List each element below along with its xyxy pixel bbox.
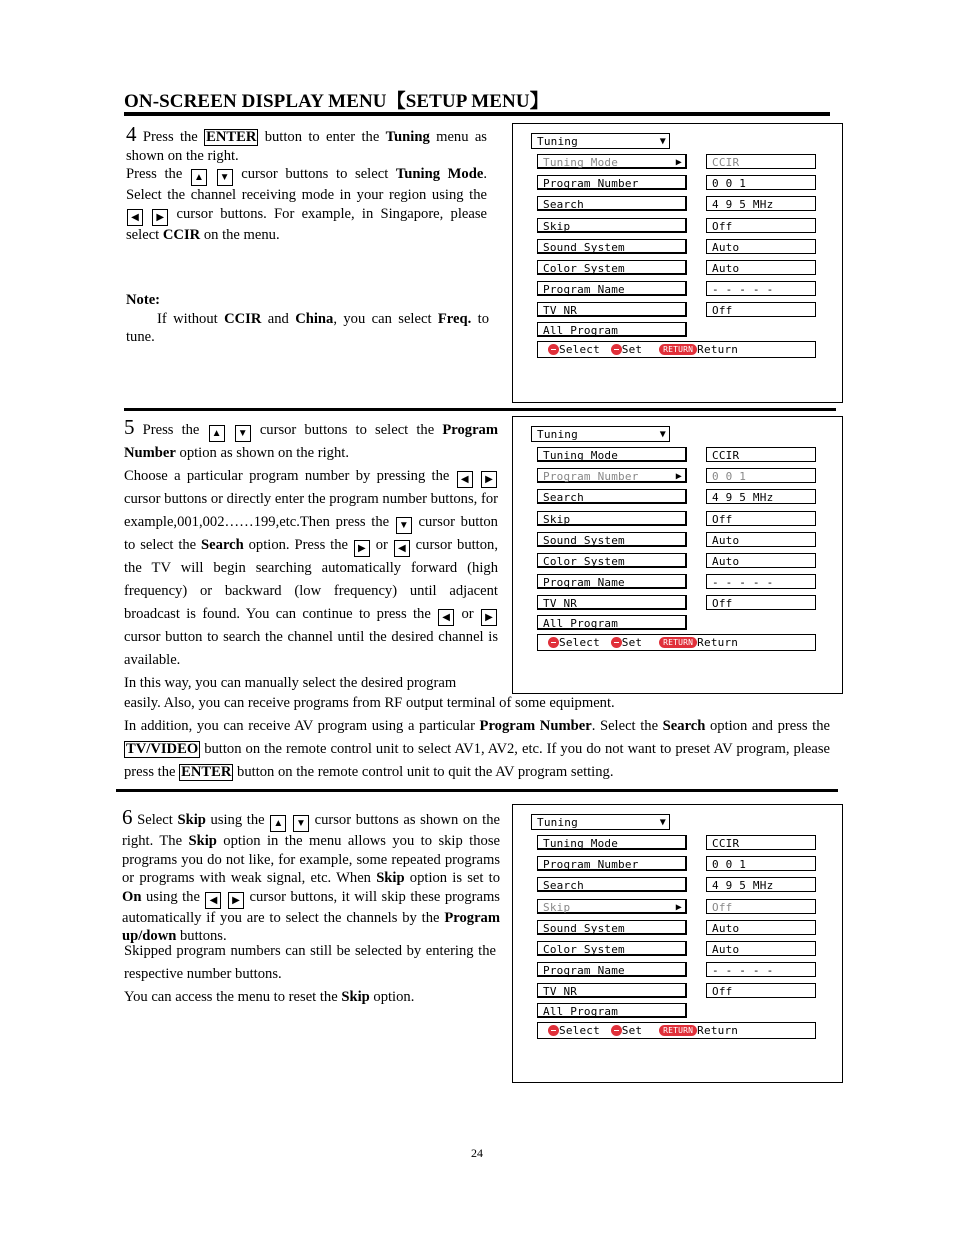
- menu-value-search[interactable]: [706, 196, 816, 211]
- menu-value-text: 4 9 5 MHz: [712, 198, 774, 212]
- footer-return: Return: [697, 343, 739, 356]
- menu-item-tuning-mode[interactable]: [537, 835, 687, 850]
- menu-value-text: Off: [712, 900, 733, 914]
- menu-value-text: - - - - -: [712, 283, 774, 297]
- footer-return: Return: [697, 636, 739, 649]
- left-arrow-key-icon: ◀: [457, 471, 473, 488]
- menu-value-sound-system[interactable]: [706, 920, 816, 935]
- down-arrow-key-icon: ▼: [217, 169, 233, 186]
- menu-value-text: Auto: [712, 240, 740, 254]
- menu-value-tv-nr[interactable]: [706, 302, 816, 317]
- menu-item-label: Sound System: [543, 240, 625, 254]
- page-number: 24: [471, 1146, 483, 1160]
- dropdown-triangle-icon: ▼: [659, 136, 666, 147]
- select-icon: [548, 1025, 559, 1036]
- menu-item-search[interactable]: [537, 489, 687, 504]
- menu-item-label: Tuning Mode: [543, 837, 619, 850]
- menu-footer: [537, 1022, 816, 1039]
- set-icon: [611, 637, 622, 648]
- up-arrow-key-icon: ▲: [270, 815, 286, 832]
- menu-header-label: Tuning: [537, 135, 578, 148]
- menu-value-skip[interactable]: [706, 218, 816, 233]
- left-arrow-key-icon: ◀: [394, 540, 410, 557]
- menu-item-all-program[interactable]: [537, 1003, 687, 1018]
- menu-header-label: Tuning: [537, 428, 578, 441]
- menu-item-label: All Program: [543, 616, 619, 630]
- down-arrow-key-icon: ▼: [293, 815, 309, 832]
- menu-item-label: Program Name: [543, 283, 625, 297]
- left-arrow-key-icon: ◀: [205, 892, 221, 909]
- menu-item-search[interactable]: [537, 196, 687, 211]
- menu-value-text: 0 0 1: [712, 858, 747, 872]
- menu-value-skip[interactable]: [706, 511, 816, 526]
- step6-number: 6: [122, 805, 133, 829]
- menu-value-program-name[interactable]: [706, 574, 816, 589]
- right-arrow-key-icon: ▶: [354, 540, 370, 557]
- menu-value-text: Off: [712, 219, 733, 233]
- menu-value-text: Off: [712, 597, 733, 611]
- menu-item-program-name[interactable]: [537, 281, 687, 296]
- menu-panel-step6: [512, 804, 843, 1083]
- menu-panel-step5: [512, 416, 843, 694]
- menu-value-search[interactable]: [706, 489, 816, 504]
- menu-value-text: Auto: [712, 533, 740, 547]
- menu-item-label: TV NR: [543, 985, 578, 999]
- left-arrow-key-icon: ◀: [127, 209, 143, 226]
- return-badge-icon: RETURN: [659, 344, 697, 355]
- page-title: ON-SCREEN DISPLAY MENU【SETUP MENU】: [124, 91, 549, 112]
- menu-item-search[interactable]: [537, 877, 687, 892]
- menu-item-program-name[interactable]: [537, 962, 687, 977]
- footer-select: Select: [559, 343, 600, 356]
- menu-item-sound-system[interactable]: [537, 532, 687, 547]
- menu-item-all-program[interactable]: [537, 615, 687, 630]
- step5-text-wide: easily. Also, you can receive programs from RF output terminal of some equipment. In addition, you can receive AV program using a particular Program Number. Select the Search option and press the TV/VIDEO button on the remote control unit to select AV1, AV2, etc. If you do not want to preset AV program, please press the ENTER button on the remote control unit to quit the AV program setting.: [124, 695, 830, 780]
- menu-item-tv-nr[interactable]: [537, 302, 687, 317]
- menu-value-text: Off: [712, 512, 733, 526]
- step4-number: 4: [126, 122, 137, 146]
- up-arrow-key-icon: ▲: [209, 425, 225, 442]
- menu-item-label: Tuning Mode: [543, 156, 619, 169]
- menu-item-sound-system[interactable]: [537, 920, 687, 935]
- menu-item-label: Search: [543, 879, 584, 893]
- menu-panel-step4: [512, 123, 843, 403]
- menu-value-text: Auto: [712, 943, 740, 956]
- footer-select: Select: [559, 636, 600, 649]
- menu-item-label: TV NR: [543, 597, 578, 611]
- right-arrow-key-icon: ▶: [228, 892, 244, 909]
- menu-value-text: 0 0 1: [712, 470, 747, 484]
- menu-item-label: Skip: [543, 219, 571, 233]
- menu-item-program-name[interactable]: [537, 574, 687, 589]
- menu-header[interactable]: [531, 426, 670, 442]
- menu-header[interactable]: [531, 133, 670, 149]
- menu-item-color-system[interactable]: [537, 260, 687, 275]
- menu-item-tuning-mode[interactable]: [537, 447, 687, 462]
- step5-text: 5 Press the ▲ ▼ cursor buttons to select the Program Number option as shown on the right. Choose a particular program number by pressing the ◀ ▶ cursor buttons or directly enter the program number buttons, for example,001,002……199,etc.Then press the ▼ cursor button to select the Search option. Press the ▶ or ◀ cursor button, the TV will begin searching automatically forward (high frequency) or backward (low frequency) until adjacent broadcast is found. You can continue to press the ◀ or ▶ cursor button to search the channel until the desired channel is available. In this way, you can manually select the desired program: [124, 415, 498, 691]
- menu-item-label: TV NR: [543, 304, 578, 318]
- selected-arrow-icon: ▶: [675, 471, 682, 483]
- menu-item-tv-nr[interactable]: [537, 983, 687, 998]
- footer-set: Set: [621, 343, 643, 356]
- menu-item-label: Program Number: [543, 858, 639, 872]
- menu-value-tv-nr[interactable]: [706, 595, 816, 610]
- menu-value-search[interactable]: [706, 877, 816, 892]
- menu-header-label: Tuning: [537, 816, 578, 829]
- menu-item-label: Program Number: [543, 470, 639, 484]
- menu-value-tuning-mode[interactable]: [706, 447, 816, 462]
- menu-item-all-program[interactable]: [537, 322, 687, 337]
- menu-item-label: Search: [543, 491, 584, 505]
- menu-item-label: Sound System: [543, 921, 625, 935]
- right-arrow-key-icon: ▶: [152, 209, 168, 226]
- right-arrow-key-icon: ▶: [481, 609, 497, 626]
- title-rule: [124, 112, 830, 116]
- menu-value-color-system[interactable]: [706, 553, 816, 568]
- menu-value-text: - - - - -: [712, 576, 774, 590]
- menu-item-label: Color System: [543, 262, 625, 275]
- menu-item-skip[interactable]: [537, 218, 687, 233]
- footer-return: Return: [697, 1024, 739, 1037]
- footer-select: Select: [559, 1024, 600, 1037]
- selected-arrow-icon: ▶: [675, 157, 682, 168]
- set-icon: [611, 1025, 622, 1036]
- step5-number: 5: [124, 415, 135, 439]
- menu-item-tuning-mode[interactable]: [537, 154, 687, 169]
- selected-arrow-icon: ▶: [675, 901, 682, 913]
- step6-text-2: Skipped program numbers can still be selected by entering the respective number buttons. You can access the menu to reset the Skip option.: [124, 943, 496, 1005]
- left-arrow-key-icon: ◀: [438, 609, 454, 626]
- menu-value-text: 4 9 5 MHz: [712, 879, 774, 893]
- menu-value-text: Auto: [712, 262, 740, 275]
- section-rule-5: [124, 408, 836, 411]
- menu-item-program-number[interactable]: [537, 175, 687, 190]
- menu-value-text: - - - - -: [712, 964, 774, 978]
- menu-item-color-system[interactable]: [537, 941, 687, 956]
- menu-item-label: All Program: [543, 1004, 619, 1018]
- menu-item-tv-nr[interactable]: [537, 595, 687, 610]
- menu-header[interactable]: [531, 814, 670, 830]
- menu-value-skip[interactable]: [706, 899, 816, 914]
- menu-item-label: Skip: [543, 512, 571, 526]
- select-icon: [548, 637, 559, 648]
- menu-value-text: Auto: [712, 555, 740, 568]
- menu-item-label: Tuning Mode: [543, 449, 619, 462]
- menu-item-label: Sound System: [543, 533, 625, 547]
- menu-value-program-name[interactable]: [706, 281, 816, 296]
- set-icon: [611, 344, 622, 355]
- menu-item-label: Color System: [543, 943, 625, 956]
- step4-text: 4 Press the ENTER button to enter the Tuning menu as shown on the right. Press the ▲ ▼ cursor buttons to select Tuning Mode. Select the channel receiving mode in your region using the ◀ ▶ cursor buttons. For example, in Singapore, please select CCIR on the menu.: [126, 122, 488, 243]
- menu-value-sound-system[interactable]: [706, 239, 816, 254]
- menu-value-text: Auto: [712, 921, 740, 935]
- step6-text: 6 Select Skip using the ▲ ▼ cursor buttons as shown on the right. The Skip option in the menu allows you to skip those programs you do not like, for example, some repeated programs or programs with weak signal, etc. When Skip option is set to On using the ◀ ▶ cursor buttons, it will skip these programs automatically if you are to select the channels by the Program up/down buttons.: [122, 805, 500, 945]
- dropdown-triangle-icon: ▼: [659, 817, 666, 828]
- menu-value-sound-system[interactable]: [706, 532, 816, 547]
- menu-value-text: CCIR: [712, 156, 740, 169]
- menu-value-program-number[interactable]: [706, 175, 816, 190]
- menu-value-text: 4 9 5 MHz: [712, 491, 774, 505]
- menu-value-text: CCIR: [712, 837, 740, 850]
- section-rule-6: [116, 789, 838, 792]
- menu-value-text: Off: [712, 304, 733, 318]
- up-arrow-key-icon: ▲: [191, 169, 207, 186]
- return-badge-icon: RETURN: [659, 637, 697, 648]
- enter-key: ENTER: [206, 129, 257, 145]
- menu-value-text: CCIR: [712, 449, 740, 462]
- right-arrow-key-icon: ▶: [481, 471, 497, 488]
- menu-item-program-number[interactable]: [537, 468, 687, 483]
- footer-set: Set: [621, 1024, 643, 1037]
- down-arrow-key-icon: ▼: [396, 517, 412, 534]
- menu-value-text: Off: [712, 985, 733, 999]
- menu-value-program-name[interactable]: [706, 962, 816, 977]
- menu-item-label: Color System: [543, 555, 625, 568]
- select-icon: [548, 344, 559, 355]
- menu-item-label: All Program: [543, 323, 619, 337]
- menu-value-text: 0 0 1: [712, 177, 747, 191]
- down-arrow-key-icon: ▼: [235, 425, 251, 442]
- dropdown-triangle-icon: ▼: [659, 429, 666, 440]
- menu-value-program-number[interactable]: [706, 468, 816, 483]
- menu-item-label: Program Number: [543, 177, 639, 191]
- menu-item-skip[interactable]: [537, 899, 687, 914]
- step4-note: Note: If without CCIR and China, you can select Freq. to tune.: [126, 292, 489, 346]
- menu-footer: [537, 634, 816, 651]
- menu-item-color-system[interactable]: [537, 553, 687, 568]
- menu-value-tv-nr[interactable]: [706, 983, 816, 998]
- return-badge-icon: RETURN: [659, 1025, 697, 1036]
- menu-footer: [537, 341, 816, 358]
- menu-item-sound-system[interactable]: [537, 239, 687, 254]
- menu-value-color-system[interactable]: [706, 260, 816, 275]
- menu-item-label: Program Name: [543, 576, 625, 590]
- enter-key: ENTER: [181, 764, 232, 780]
- menu-value-tuning-mode[interactable]: [706, 154, 816, 169]
- menu-value-tuning-mode[interactable]: [706, 835, 816, 850]
- footer-set: Set: [621, 636, 643, 649]
- note-title: Note:: [126, 292, 161, 308]
- menu-item-program-number[interactable]: [537, 856, 687, 871]
- menu-item-skip[interactable]: [537, 511, 687, 526]
- tv-video-key: TV/VIDEO: [126, 741, 199, 757]
- menu-value-program-number[interactable]: [706, 856, 816, 871]
- menu-item-label: Skip: [543, 900, 571, 914]
- menu-value-color-system[interactable]: [706, 941, 816, 956]
- menu-item-label: Program Name: [543, 964, 625, 978]
- menu-item-label: Search: [543, 198, 584, 212]
